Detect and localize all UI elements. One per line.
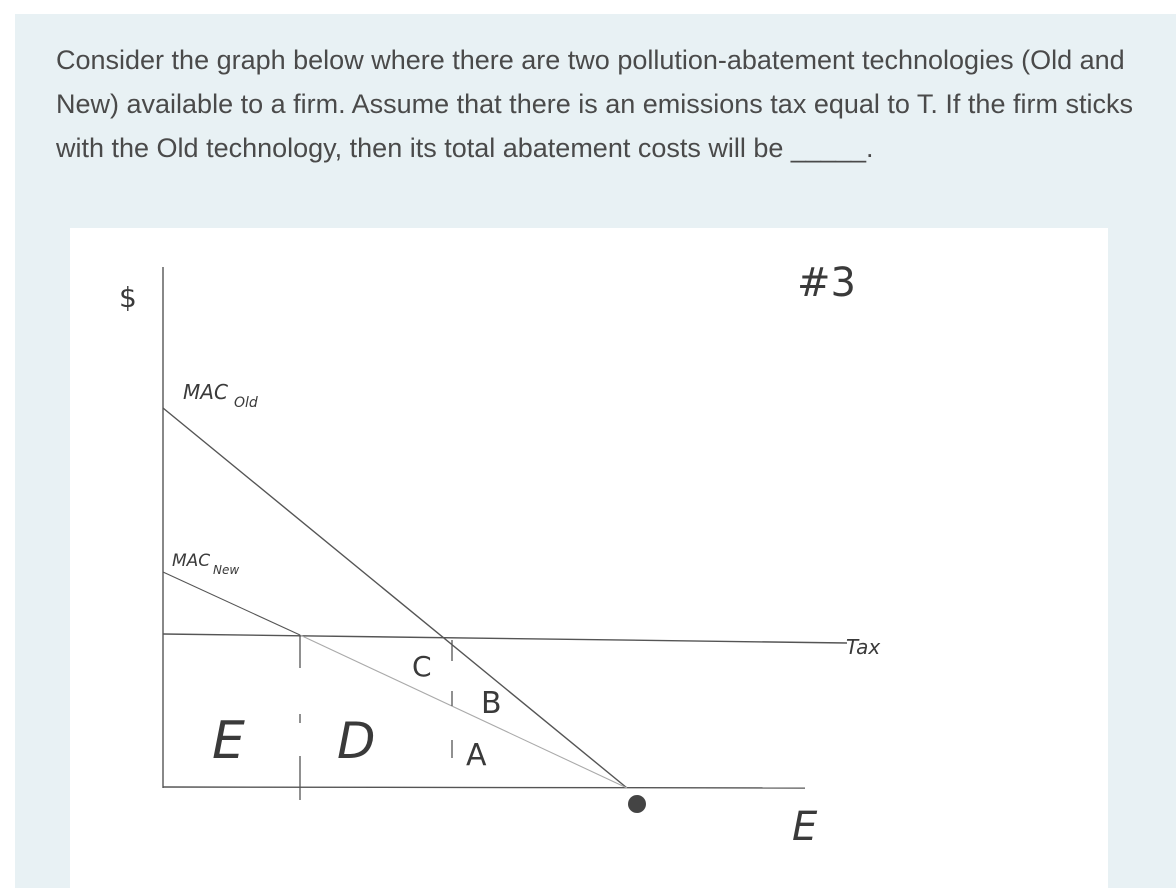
emissions-marker	[628, 795, 646, 813]
tax-label: Tax	[846, 635, 881, 659]
mac-old-label: MAC	[183, 380, 228, 404]
region-b-label: B	[481, 686, 502, 721]
y-axis-label: $	[119, 281, 137, 314]
region-e-label: E	[212, 711, 245, 771]
mac-old-subscript: Old	[234, 395, 258, 411]
question-panel	[15, 14, 1176, 888]
x-axis	[163, 787, 805, 788]
mac-new-curve-upper	[163, 572, 300, 635]
region-a-label: A	[466, 738, 487, 773]
mac-new-label: MAC	[172, 551, 211, 571]
x-axis-label: E	[792, 804, 818, 850]
figure-number: #3	[797, 260, 856, 306]
question-text: Consider the graph below where there are two pollution-abatement technologies (Old and New) available to a firm. Assume that there is an emissions tax equal to T. If the firm sticks with the Old technology, then its total abatement costs will be _____.	[56, 45, 1133, 163]
mac-new-subscript: New	[213, 563, 240, 577]
region-d-label: D	[337, 712, 376, 770]
graph-svg	[70, 228, 1108, 888]
tax-line	[163, 634, 847, 643]
abatement-graph	[70, 228, 1108, 888]
region-c-label: C	[412, 650, 432, 683]
